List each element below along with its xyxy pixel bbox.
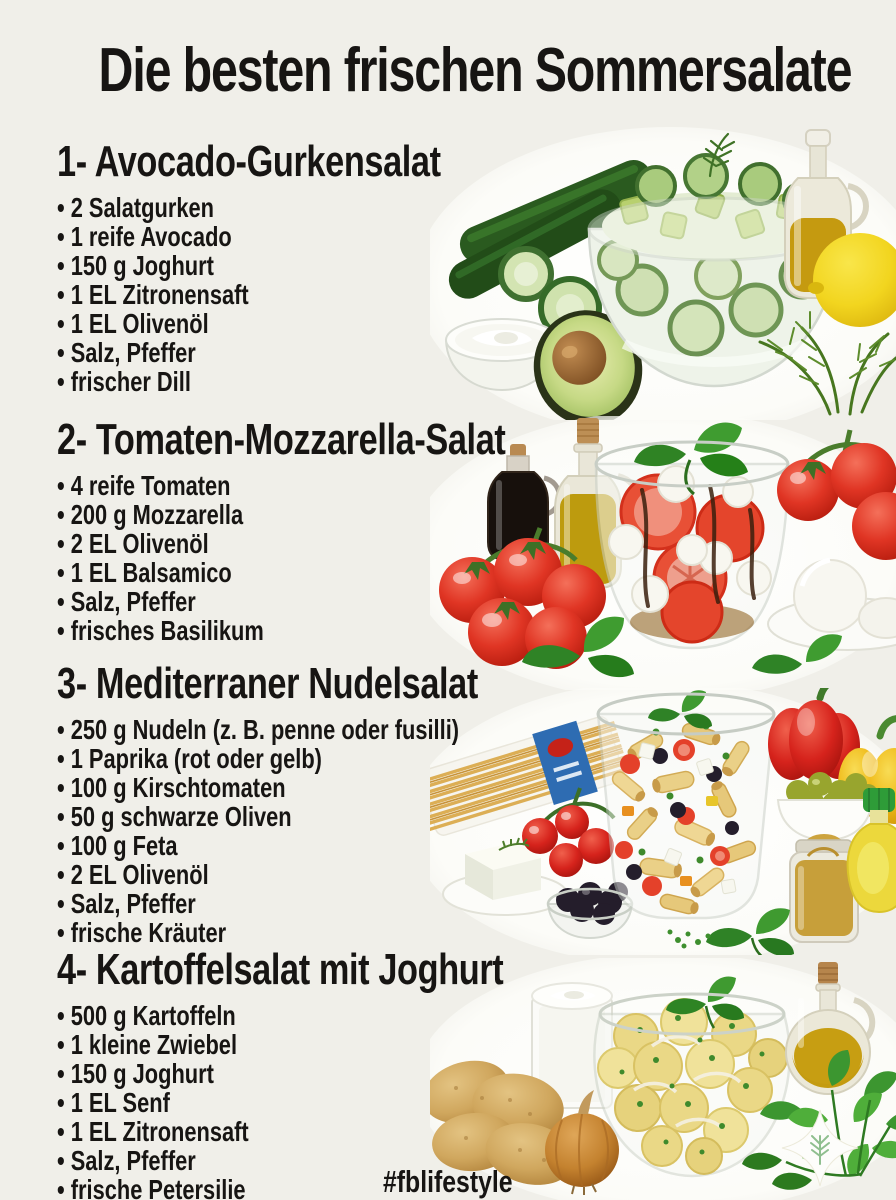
ingredient-item: • 500 g Kartoffeln (57, 1001, 503, 1030)
ingredient-list (57, 193, 549, 396)
ingredient-item: • 4 reife Tomaten (57, 471, 505, 500)
ingredient-item: • 100 g Feta (57, 831, 478, 860)
ingredient-item: • 250 g Nudeln (z. B. penne oder fusilli) (57, 715, 478, 744)
hashtag: #fblifestyle (383, 1164, 513, 1199)
ingredient-item: • 2 Salatgurken (57, 193, 441, 222)
ingredient-item: • frische Petersilie (57, 1175, 503, 1200)
ingredient-list (57, 471, 632, 645)
ingredient-list (57, 1001, 629, 1200)
mustard-jar (790, 834, 858, 942)
recipe-section-4 (57, 945, 629, 1200)
recipe-section-3 (57, 659, 597, 948)
ingredient-item: • 50 g schwarze Oliven (57, 802, 478, 831)
ingredient-item: • 1 EL Zitronensaft (57, 280, 441, 309)
ingredient-item: • 200 g Mozzarella (57, 500, 505, 529)
ingredient-item: • 1 kleine Zwiebel (57, 1030, 503, 1059)
ingredient-item: • frische Kräuter (57, 918, 478, 947)
ingredient-item: • 2 EL Olivenöl (57, 860, 478, 889)
recipe-section-1 (57, 137, 549, 397)
recipe-3-heading: 3- Mediterraner Nudelsalat (57, 659, 478, 708)
ingredient-item: • Salz, Pfeffer (57, 1146, 503, 1175)
ingredient-item: • Salz, Pfeffer (57, 889, 478, 918)
ingredient-item: • 1 Paprika (rot oder gelb) (57, 744, 478, 773)
ingredient-list (57, 715, 597, 947)
recipe-1-heading: 1- Avocado-Gurkensalat (57, 137, 441, 186)
recipe-2-heading: 2- Tomaten-Mozzarella-Salat (57, 415, 506, 464)
ingredient-item: • frisches Basilikum (57, 616, 505, 645)
ingredient-item: • 100 g Kirschtomaten (57, 773, 478, 802)
ingredient-item: • frischer Dill (57, 367, 441, 396)
ingredient-item: • Salz, Pfeffer (57, 587, 505, 616)
ingredient-item: • 150 g Joghurt (57, 251, 441, 280)
ingredient-item: • 1 EL Senf (57, 1088, 503, 1117)
ingredient-item: • 1 EL Olivenöl (57, 309, 441, 338)
ingredient-item: • 1 EL Zitronensaft (57, 1117, 503, 1146)
page-title: Die besten frischen Sommersalate (98, 36, 852, 105)
pasta-salad-glass (598, 690, 774, 918)
recipe-4-heading: 4- Kartoffelsalat mit Joghurt (57, 945, 504, 994)
ingredient-item: • 1 EL Balsamico (57, 558, 505, 587)
recipe-section-2 (57, 415, 632, 646)
ingredient-item: • Salz, Pfeffer (57, 338, 441, 367)
ingredient-item: • 1 reife Avocado (57, 222, 441, 251)
ingredient-item: • 2 EL Olivenöl (57, 529, 505, 558)
ingredient-item: • 150 g Joghurt (57, 1059, 503, 1088)
